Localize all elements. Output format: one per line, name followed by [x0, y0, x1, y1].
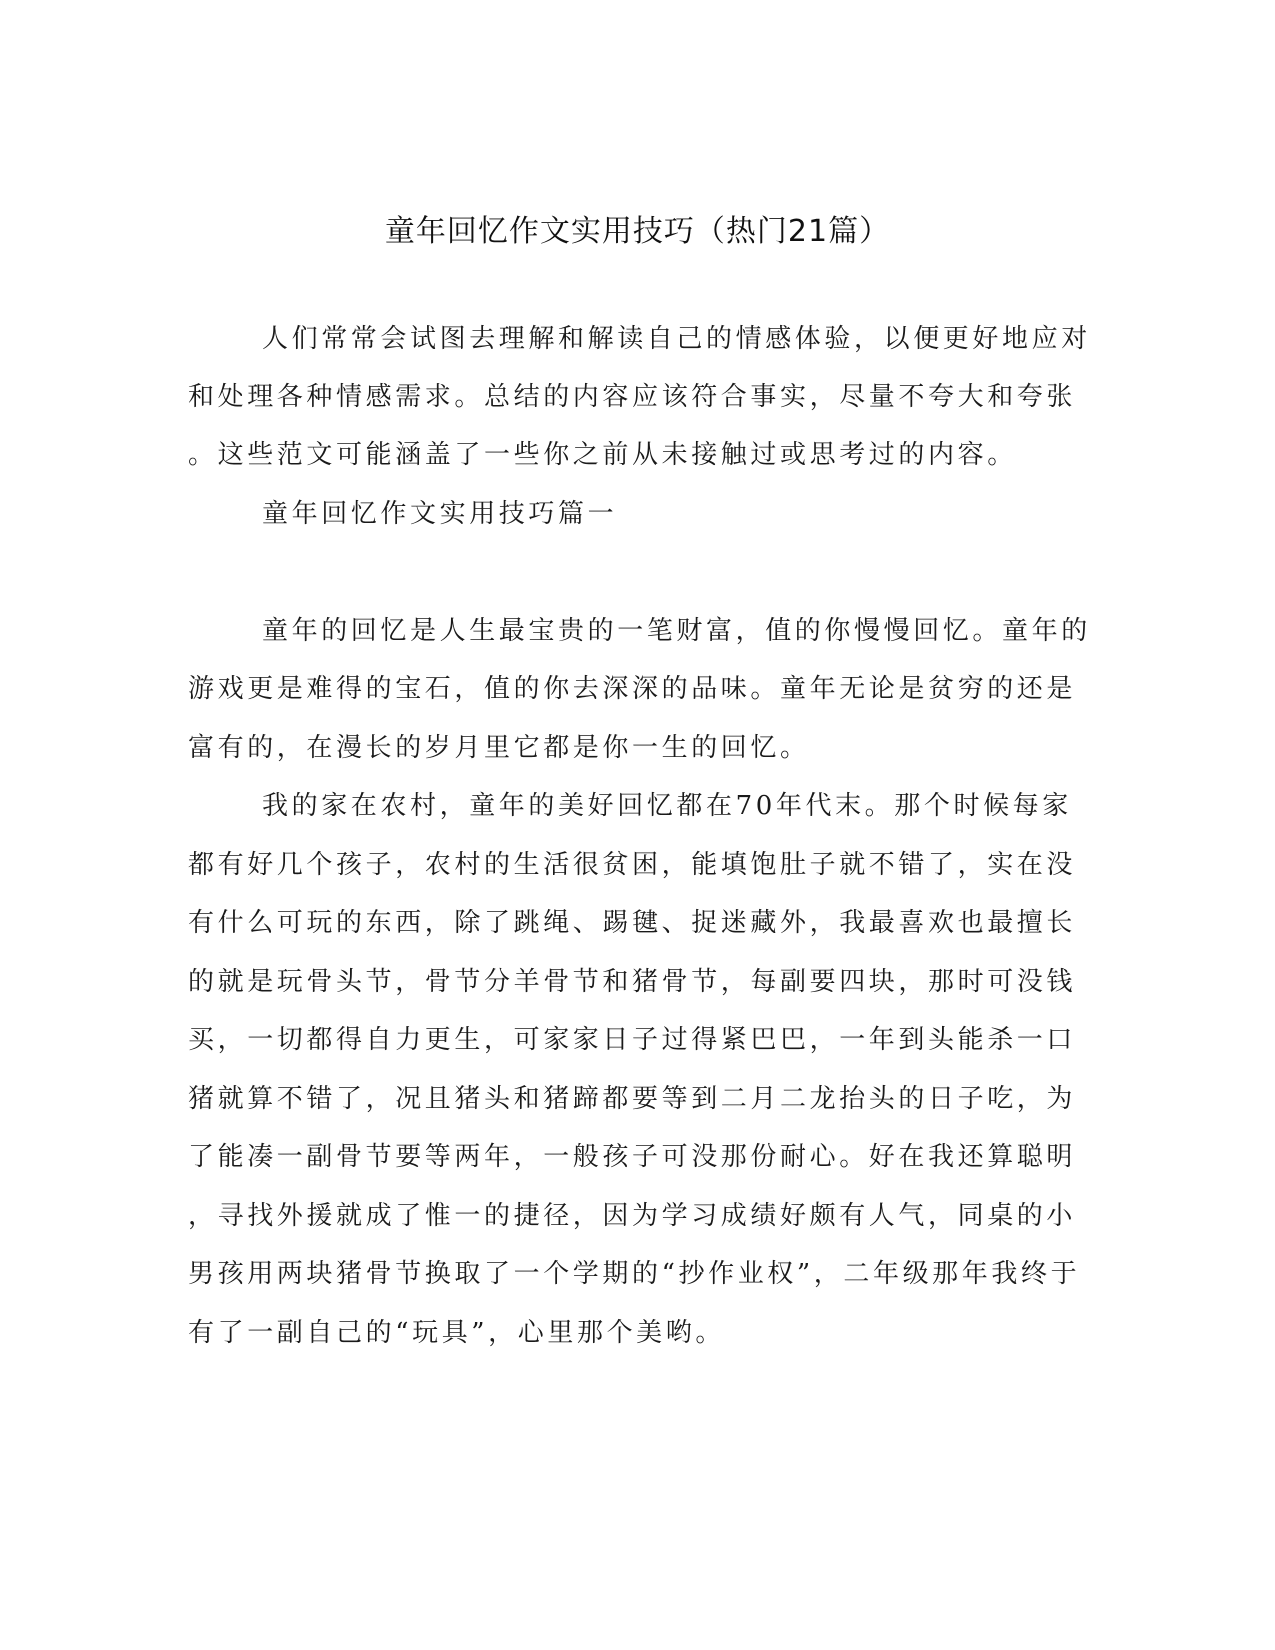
paragraph2-line-7: 了能凑一副骨节要等两年，一般孩子可没那份耐心。好在我还算聪明 [188, 1142, 1077, 1172]
paragraph2-line-9: 男孩用两块猪骨节换取了一个学期的“抄作业权”，二年级那年我终于 [188, 1259, 1081, 1289]
paragraph1-line-2: 游戏更是难得的宝石，值的你去深深的品味。童年无论是贫穷的还是 [188, 674, 1077, 704]
paragraph2-line-6: 猪就算不错了，况且猪头和猪蹄都要等到二月二龙抬头的日子吃，为 [188, 1084, 1077, 1114]
paragraph2-line-3: 有什么可玩的东西，除了跳绳、踢毽、捉迷藏外，我最喜欢也最擅长 [188, 908, 1077, 938]
intro-line-1: 人们常常会试图去理解和解读自己的情感体验，以便更好地应对 [262, 324, 1091, 354]
paragraph2-line-5: 买，一切都得自力更生，可家家日子过得紧巴巴，一年到头能杀一口 [188, 1025, 1077, 1055]
paragraph2-line-1: 我的家在农村，童年的美好回忆都在70年代末。那个时候每家 [262, 791, 1072, 821]
paragraph2-line-4: 的就是玩骨头节，骨节分羊骨节和猪骨节，每副要四块，那时可没钱 [188, 967, 1077, 997]
intro-line-3: 。这些范文可能涵盖了一些你之前从未接触过或思考过的内容。 [188, 440, 1017, 470]
document-title: 童年回忆作文实用技巧（热门21篇） [384, 214, 891, 249]
paragraph2-line-8: ，寻找外援就成了惟一的捷径，因为学习成绩好颇有人气，同桌的小 [188, 1201, 1077, 1231]
section-heading: 童年回忆作文实用技巧篇一 [262, 499, 618, 529]
paragraph1-line-3: 富有的，在漫长的岁月里它都是你一生的回忆。 [188, 733, 810, 763]
paragraph2-line-2: 都有好几个孩子，农村的生活很贫困，能填饱肚子就不错了，实在没 [188, 850, 1077, 880]
paragraph2-line-10: 有了一副自己的“玩具”，心里那个美哟。 [188, 1318, 725, 1348]
intro-line-2: 和处理各种情感需求。总结的内容应该符合事实，尽量不夸大和夸张 [188, 382, 1077, 412]
paragraph1-line-1: 童年的回忆是人生最宝贵的一笔财富，值的你慢慢回忆。童年的 [262, 616, 1091, 646]
